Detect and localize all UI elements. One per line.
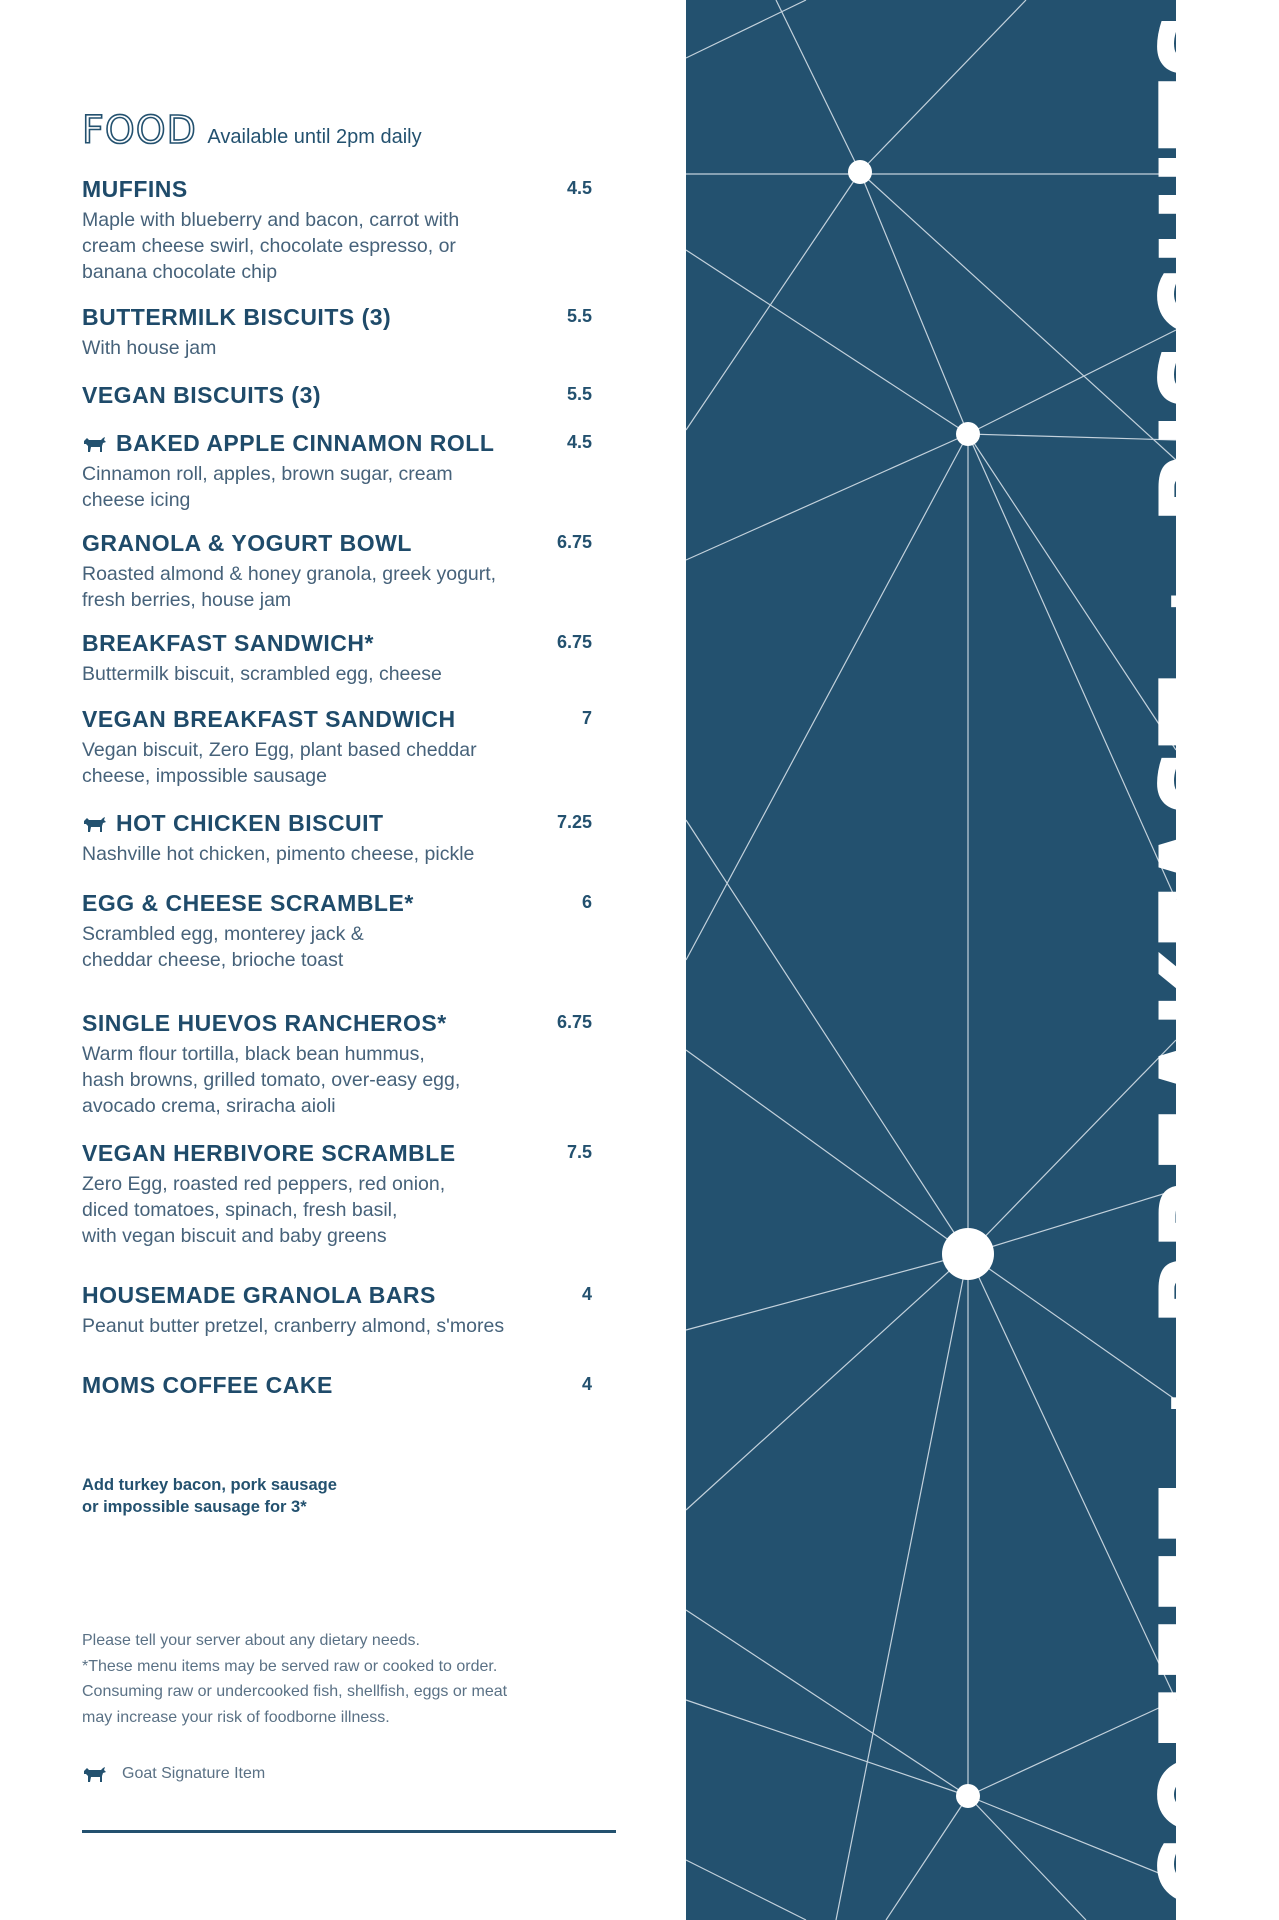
constellation-pattern <box>686 0 1176 1920</box>
description-line: with vegan biscuit and baby greens <box>82 1225 387 1247</box>
item-name-text: VEGAN BREAKFAST SANDWICH <box>82 706 456 732</box>
constellation-nodes <box>848 160 994 1808</box>
description-line: cream cheese swirl, chocolate espresso, or <box>82 235 456 257</box>
description-line: Maple with blueberry and bacon, carrot with <box>82 209 460 231</box>
item-name <box>82 1282 592 1309</box>
item-name-text: BUTTERMILK BISCUITS (3) <box>82 304 392 330</box>
add-on-line: Add turkey bacon, pork sausage <box>82 1476 337 1494</box>
menu-item <box>82 382 592 409</box>
description-line: cheese, impossible sausage <box>82 765 327 787</box>
item-name <box>82 630 592 657</box>
description-line: cheese icing <box>82 489 191 511</box>
item-description <box>82 335 592 361</box>
description-line: With house jam <box>82 337 217 359</box>
menu-item <box>82 810 592 867</box>
menu-item <box>82 530 592 613</box>
goat-icon <box>82 814 108 834</box>
item-name <box>82 304 592 331</box>
item-name-text: EGG & CHEESE SCRAMBLE* <box>82 890 414 916</box>
menu-item <box>82 630 592 687</box>
availability-note: Available until 2pm daily <box>207 126 422 148</box>
menu-item <box>82 304 592 361</box>
description-line: Peanut butter pretzel, cranberry almond, s'mores <box>82 1315 505 1337</box>
menu-item <box>82 176 592 285</box>
item-name <box>82 530 592 557</box>
item-price: 5.5 <box>566 384 592 404</box>
menu-item <box>82 890 592 973</box>
item-price: 6 <box>581 892 592 912</box>
description-line: diced tomatoes, spinach, fresh basil, <box>82 1199 398 1221</box>
item-description <box>82 1313 592 1339</box>
description-line: Vegan biscuit, Zero Egg, plant based cheddar <box>82 739 477 761</box>
item-description <box>82 737 592 789</box>
item-name <box>82 382 592 409</box>
item-name-text: BREAKFAST SANDWICH* <box>82 630 374 656</box>
item-name-text: SINGLE HUEVOS RANCHEROS* <box>82 1010 447 1036</box>
footnote-line: may increase your risk of foodborne illness. <box>82 1708 390 1726</box>
goat-icon <box>82 434 108 454</box>
section-title: FOOD <box>82 108 197 152</box>
item-name <box>82 1372 592 1399</box>
item-description <box>82 841 592 867</box>
item-name <box>82 890 592 917</box>
footnote-line: Please tell your server about any dietary needs. <box>82 1632 420 1649</box>
item-price: 5.5 <box>566 306 592 326</box>
menu-item <box>82 706 592 789</box>
item-name-text: VEGAN HERBIVORE SCRAMBLE <box>82 1140 456 1166</box>
goat-icon <box>82 1764 108 1784</box>
description-line: Buttermilk biscuit, scrambled egg, cheese <box>82 663 442 685</box>
item-name <box>82 176 592 203</box>
item-description <box>82 561 592 613</box>
item-description <box>82 1041 592 1119</box>
item-name-text: HOUSEMADE GRANOLA BARS <box>82 1282 436 1308</box>
description-line: Nashville hot chicken, pimento cheese, pickle <box>82 843 475 865</box>
bottom-divider <box>82 1830 616 1833</box>
description-line: cheddar cheese, brioche toast <box>82 949 344 971</box>
item-description <box>82 921 592 973</box>
footnote-line: Consuming raw or undercooked fish, shellfish, eggs or meat <box>82 1683 508 1700</box>
item-description <box>82 461 592 513</box>
description-line: fresh berries, house jam <box>82 589 292 611</box>
description-line: Warm flour tortilla, black bean hummus, <box>82 1043 425 1065</box>
item-name-text: VEGAN BISCUITS (3) <box>82 382 322 408</box>
menu-item <box>82 1282 592 1339</box>
item-price: 4.5 <box>566 432 592 452</box>
add-on-line: or impossible sausage for 3* <box>82 1498 307 1516</box>
description-line: Roasted almond & honey granola, greek yogurt, <box>82 563 497 585</box>
dietary-footnote <box>82 1628 562 1730</box>
add-on-note <box>82 1474 442 1518</box>
item-price: 6.75 <box>556 632 592 652</box>
menu-item <box>82 1372 592 1399</box>
description-line: banana chocolate chip <box>82 261 278 283</box>
item-name-text: MOMS COFFEE CAKE <box>82 1372 333 1398</box>
item-name-text: BAKED APPLE CINNAMON ROLL <box>116 430 495 456</box>
description-line: Scrambled egg, monterey jack & <box>82 923 364 945</box>
item-name <box>82 430 592 457</box>
item-price: 6.75 <box>556 1012 592 1032</box>
item-name <box>82 1140 592 1167</box>
item-name-text: MUFFINS <box>82 176 188 202</box>
legend-label: Goat Signature Item <box>122 1765 266 1782</box>
menu-item <box>82 1010 592 1119</box>
signature-legend <box>82 1764 265 1784</box>
description-line: hash browns, grilled tomato, over-easy egg, <box>82 1069 461 1091</box>
item-name <box>82 706 592 733</box>
item-description <box>82 207 592 285</box>
item-price: 7.5 <box>566 1142 592 1162</box>
item-description <box>82 1171 592 1249</box>
footnote-line: *These menu items may be served raw or cooked to order. <box>82 1657 498 1675</box>
item-price: 6.75 <box>556 532 592 552</box>
description-line: avocado crema, sriracha aioli <box>82 1095 336 1117</box>
item-name <box>82 1010 592 1037</box>
item-price: 4 <box>581 1374 592 1394</box>
panel-title: COFFEE + BREAKFAST + BISCUITS <box>1135 8 1279 1911</box>
item-price: 7.25 <box>556 812 592 832</box>
item-price: 4 <box>581 1284 592 1304</box>
description-line: Zero Egg, roasted red peppers, red onion, <box>82 1173 446 1195</box>
item-name-text: GRANOLA & YOGURT BOWL <box>82 530 412 556</box>
item-price: 7 <box>581 708 592 728</box>
item-description <box>82 661 592 687</box>
menu-item <box>82 430 592 513</box>
decorative-panel <box>686 0 1279 1920</box>
item-name-text: HOT CHICKEN BISCUIT <box>116 810 384 836</box>
menu-item <box>82 1140 592 1249</box>
item-price: 4.5 <box>566 178 592 198</box>
food-heading <box>82 108 422 152</box>
description-line: Cinnamon roll, apples, brown sugar, cream <box>82 463 453 485</box>
item-name <box>82 810 592 837</box>
